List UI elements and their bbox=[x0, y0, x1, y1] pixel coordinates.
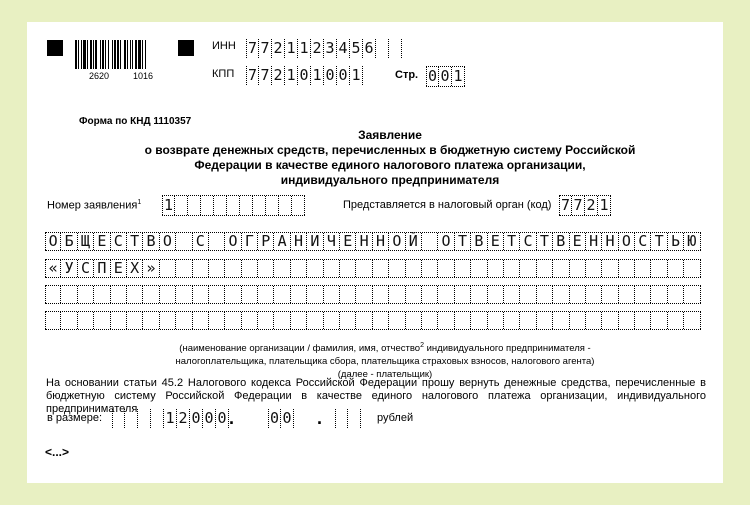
barcode-bar bbox=[81, 40, 82, 69]
letter-cell[interactable] bbox=[209, 233, 225, 250]
currency-label: рублей bbox=[377, 412, 414, 424]
digit-cell[interactable] bbox=[335, 409, 348, 428]
letter-cell[interactable] bbox=[340, 312, 356, 329]
digit-cell[interactable] bbox=[389, 39, 402, 58]
application-number-label: Номер заявления$^1$ bbox=[47, 199, 142, 212]
letter-cell[interactable] bbox=[488, 312, 504, 329]
digit-cell[interactable]: 1 bbox=[164, 409, 177, 428]
digit-cell[interactable]: 2 bbox=[585, 196, 598, 215]
digit-cell[interactable] bbox=[253, 196, 266, 215]
ellipsis-marker: <...> bbox=[45, 445, 70, 459]
amount-kopeks-field[interactable] bbox=[268, 409, 294, 428]
title-line: Федерации в качестве единого налогового платежа организации, bbox=[194, 158, 586, 172]
letter-cell[interactable] bbox=[602, 286, 618, 303]
letter-cell[interactable]: С bbox=[193, 233, 209, 250]
barcode-bar bbox=[138, 40, 141, 69]
letter-cell[interactable] bbox=[291, 312, 307, 329]
barcode-number-right: 1016 bbox=[133, 71, 154, 81]
letter-cell[interactable] bbox=[455, 286, 471, 303]
letter-cell[interactable] bbox=[488, 260, 504, 277]
organization-name-row[interactable] bbox=[45, 285, 701, 304]
letter-cell[interactable] bbox=[619, 260, 635, 277]
letter-cell[interactable] bbox=[356, 312, 372, 329]
letter-cell[interactable]: Ь bbox=[668, 233, 684, 250]
decimal-point: . bbox=[229, 408, 235, 428]
letter-cell[interactable] bbox=[274, 260, 290, 277]
letter-cell[interactable] bbox=[45, 312, 61, 329]
letter-cell[interactable] bbox=[176, 233, 192, 250]
letter-cell[interactable]: П bbox=[94, 260, 110, 277]
letter-cell[interactable] bbox=[373, 260, 389, 277]
barcode-bar bbox=[112, 40, 113, 69]
letter-cell[interactable]: О bbox=[225, 233, 241, 250]
letter-cell[interactable]: О bbox=[619, 233, 635, 250]
kpp-field[interactable] bbox=[246, 66, 363, 85]
letter-cell[interactable] bbox=[143, 286, 159, 303]
digit-cell[interactable]: 0 bbox=[427, 67, 438, 85]
page-number-field[interactable] bbox=[426, 66, 465, 87]
letter-cell[interactable]: О bbox=[438, 233, 454, 250]
letter-cell[interactable]: У bbox=[61, 260, 77, 277]
digit-cell[interactable]: 0 bbox=[203, 409, 216, 428]
letter-cell[interactable] bbox=[45, 286, 61, 303]
letter-cell[interactable] bbox=[340, 260, 356, 277]
letter-cell[interactable] bbox=[471, 286, 487, 303]
letter-cell[interactable] bbox=[651, 312, 667, 329]
barcode-bar bbox=[114, 40, 116, 69]
letter-cell[interactable] bbox=[422, 286, 438, 303]
digit-cell[interactable]: 3 bbox=[324, 39, 337, 58]
letter-cell[interactable] bbox=[61, 286, 77, 303]
letter-cell[interactable] bbox=[94, 312, 110, 329]
letter-cell[interactable]: С bbox=[111, 233, 127, 250]
digit-cell[interactable]: 4 bbox=[337, 39, 350, 58]
letter-cell[interactable] bbox=[406, 260, 422, 277]
letter-cell[interactable] bbox=[209, 286, 225, 303]
letter-cell[interactable] bbox=[389, 286, 405, 303]
letter-cell[interactable] bbox=[586, 286, 602, 303]
letter-cell[interactable]: Г bbox=[242, 233, 258, 250]
barcode-bar bbox=[120, 40, 121, 69]
request-text: На основании статьи 45.2 Налогового кодекса Российской Федерации прошу вернуть денежные средства, перечисленные в бюджетную систему Российской Федерации в качестве единого налогового платежа организации, индивидуального предпринимателя bbox=[46, 377, 706, 415]
letter-cell[interactable] bbox=[389, 260, 405, 277]
letter-cell[interactable] bbox=[356, 260, 372, 277]
barcode-bar bbox=[127, 40, 128, 69]
letter-cell[interactable] bbox=[537, 260, 553, 277]
digit-cell[interactable]: 7 bbox=[247, 39, 258, 57]
barcode-bar bbox=[117, 40, 119, 69]
barcode-bar bbox=[145, 40, 146, 69]
letter-cell[interactable] bbox=[324, 312, 340, 329]
letter-cell[interactable] bbox=[160, 312, 176, 329]
letter-cell[interactable]: С bbox=[78, 260, 94, 277]
inn-field[interactable] bbox=[246, 39, 402, 58]
digit-cell[interactable] bbox=[292, 196, 305, 215]
letter-cell[interactable]: Ч bbox=[324, 233, 340, 250]
letter-cell[interactable] bbox=[684, 286, 700, 303]
letter-cell[interactable]: Е bbox=[340, 233, 356, 250]
letter-cell[interactable] bbox=[668, 312, 684, 329]
letter-cell[interactable]: Ю bbox=[684, 233, 700, 250]
letter-cell[interactable]: Щ bbox=[78, 233, 94, 250]
digit-cell[interactable]: 1 bbox=[598, 196, 611, 215]
letter-cell[interactable] bbox=[619, 286, 635, 303]
digit-cell[interactable]: 7 bbox=[560, 196, 571, 214]
digit-cell[interactable]: 0 bbox=[337, 66, 350, 85]
letter-cell[interactable]: Т bbox=[127, 233, 143, 250]
letter-cell[interactable] bbox=[602, 260, 618, 277]
letter-cell[interactable]: Б bbox=[61, 233, 77, 250]
letter-cell[interactable]: Е bbox=[94, 233, 110, 250]
letter-cell[interactable] bbox=[78, 312, 94, 329]
corner-marker bbox=[178, 40, 194, 56]
digit-cell[interactable]: 0 bbox=[216, 409, 229, 428]
letter-cell[interactable] bbox=[635, 312, 651, 329]
letter-cell[interactable] bbox=[127, 286, 143, 303]
letter-cell[interactable]: Р bbox=[258, 233, 274, 250]
letter-cell[interactable] bbox=[553, 260, 569, 277]
digit-cell[interactable]: 2 bbox=[177, 409, 190, 428]
digit-cell[interactable]: 1 bbox=[285, 66, 298, 85]
digit-cell[interactable]: 0 bbox=[269, 409, 280, 427]
letter-cell[interactable]: О bbox=[45, 233, 61, 250]
decimal-point: . bbox=[317, 408, 323, 428]
letter-cell[interactable] bbox=[471, 260, 487, 277]
letter-cell[interactable] bbox=[291, 260, 307, 277]
letter-cell[interactable] bbox=[61, 312, 77, 329]
letter-cell[interactable] bbox=[438, 312, 454, 329]
digit-cell[interactable] bbox=[214, 196, 227, 215]
digit-cell[interactable]: 2 bbox=[311, 39, 324, 58]
kpp-label: КПП bbox=[212, 68, 235, 80]
digit-cell[interactable]: 0 bbox=[281, 409, 294, 428]
barcode-bar bbox=[102, 40, 104, 69]
letter-cell[interactable] bbox=[193, 286, 209, 303]
letter-cell[interactable] bbox=[274, 312, 290, 329]
barcode-bar bbox=[83, 40, 86, 69]
digit-cell[interactable]: 0 bbox=[298, 66, 311, 85]
application-number-field[interactable] bbox=[162, 195, 305, 216]
barcode-bar bbox=[90, 40, 92, 69]
letter-cell[interactable] bbox=[160, 260, 176, 277]
tax-authority-label: Представляется в налоговый орган (код) bbox=[343, 199, 552, 211]
letter-cell[interactable] bbox=[635, 286, 651, 303]
digit-cell[interactable] bbox=[266, 196, 279, 215]
letter-cell[interactable] bbox=[307, 312, 323, 329]
letter-cell[interactable] bbox=[553, 286, 569, 303]
letter-cell[interactable] bbox=[340, 286, 356, 303]
barcode-bar bbox=[100, 40, 101, 69]
digit-cell[interactable]: 7 bbox=[259, 39, 272, 58]
letter-cell[interactable] bbox=[553, 312, 569, 329]
digit-cell[interactable] bbox=[201, 196, 214, 215]
amount-rubles-field[interactable] bbox=[112, 409, 229, 428]
letter-cell[interactable] bbox=[406, 312, 422, 329]
digit-cell[interactable] bbox=[151, 409, 164, 428]
organization-name-row[interactable] bbox=[45, 311, 701, 330]
letter-cell[interactable]: О bbox=[389, 233, 405, 250]
letter-cell[interactable]: А bbox=[274, 233, 290, 250]
letter-cell[interactable] bbox=[504, 286, 520, 303]
letter-cell[interactable] bbox=[356, 286, 372, 303]
digit-cell[interactable]: 1 bbox=[452, 67, 465, 86]
letter-cell[interactable] bbox=[520, 260, 536, 277]
barcode bbox=[75, 40, 172, 69]
letter-cell[interactable] bbox=[258, 312, 274, 329]
digit-cell[interactable]: 1 bbox=[350, 66, 363, 85]
letter-cell[interactable] bbox=[291, 286, 307, 303]
letter-cell[interactable] bbox=[651, 260, 667, 277]
letter-cell[interactable] bbox=[111, 286, 127, 303]
letter-cell[interactable]: Т bbox=[537, 233, 553, 250]
digit-cell[interactable]: 1 bbox=[285, 39, 298, 58]
barcode-bar bbox=[93, 40, 94, 69]
letter-cell[interactable] bbox=[684, 312, 700, 329]
barcode-number-left: 2620 bbox=[89, 71, 110, 81]
letter-cell[interactable]: Т bbox=[651, 233, 667, 250]
digit-cell[interactable]: 0 bbox=[439, 67, 452, 86]
letter-cell[interactable]: Н bbox=[373, 233, 389, 250]
digit-cell[interactable]: 7 bbox=[247, 66, 258, 84]
digit-cell[interactable]: 0 bbox=[190, 409, 203, 428]
barcode-bar bbox=[95, 40, 97, 69]
letter-cell[interactable] bbox=[488, 286, 504, 303]
barcode-bar bbox=[124, 40, 126, 69]
digit-cell[interactable] bbox=[227, 196, 240, 215]
barcode-bar bbox=[105, 40, 106, 69]
letter-cell[interactable] bbox=[94, 286, 110, 303]
letter-cell[interactable] bbox=[307, 260, 323, 277]
letter-cell[interactable]: Х bbox=[127, 260, 143, 277]
digit-cell[interactable]: 1 bbox=[298, 39, 311, 58]
letter-cell[interactable] bbox=[242, 312, 258, 329]
digit-cell[interactable] bbox=[279, 196, 292, 215]
barcode-bar bbox=[132, 40, 133, 69]
letter-cell[interactable] bbox=[635, 260, 651, 277]
form-title bbox=[100, 128, 680, 188]
barcode-bar bbox=[142, 40, 143, 69]
letter-cell[interactable]: Н bbox=[602, 233, 618, 250]
digit-cell[interactable]: 7 bbox=[572, 196, 585, 215]
digit-cell[interactable]: 2 bbox=[272, 39, 285, 58]
amount-label: в размере: bbox=[47, 412, 103, 424]
letter-cell[interactable] bbox=[225, 286, 241, 303]
page-label: Стр. bbox=[395, 69, 419, 81]
digit-cell[interactable] bbox=[348, 409, 361, 428]
letter-cell[interactable] bbox=[160, 286, 176, 303]
letter-cell[interactable] bbox=[570, 286, 586, 303]
letter-cell[interactable]: Е bbox=[570, 233, 586, 250]
digit-cell[interactable] bbox=[188, 196, 201, 215]
letter-cell[interactable] bbox=[651, 286, 667, 303]
letter-cell[interactable] bbox=[684, 260, 700, 277]
letter-cell[interactable]: Н bbox=[291, 233, 307, 250]
organization-name-row[interactable] bbox=[45, 232, 701, 251]
letter-cell[interactable] bbox=[274, 286, 290, 303]
letter-cell[interactable]: Е bbox=[111, 260, 127, 277]
letter-cell[interactable] bbox=[193, 312, 209, 329]
letter-cell[interactable] bbox=[520, 312, 536, 329]
inn-label: ИНН bbox=[212, 40, 236, 52]
letter-cell[interactable]: В bbox=[553, 233, 569, 250]
digit-cell[interactable]: 1 bbox=[311, 66, 324, 85]
digit-cell[interactable]: 7 bbox=[259, 66, 272, 85]
letter-cell[interactable] bbox=[422, 233, 438, 250]
letter-cell[interactable] bbox=[209, 260, 225, 277]
letter-cell[interactable] bbox=[111, 312, 127, 329]
letter-cell[interactable] bbox=[225, 312, 241, 329]
organization-name-caption: (наименование организации / фамилия, имя, отчество$^2$ индивидуального предпринимателя - налогоплательщика, плательщика сбора, плательщика страховых взносов, налогового агента) (далее - плательщик) bbox=[175, 342, 595, 381]
letter-cell[interactable] bbox=[471, 312, 487, 329]
letter-cell[interactable]: С bbox=[520, 233, 536, 250]
letter-cell[interactable] bbox=[422, 260, 438, 277]
form-number: Форма по КНД 1110357 bbox=[79, 116, 192, 127]
letter-cell[interactable]: « bbox=[45, 260, 61, 277]
letter-cell[interactable] bbox=[586, 312, 602, 329]
barcode-bar bbox=[75, 40, 77, 69]
letter-cell[interactable] bbox=[176, 312, 192, 329]
digit-cell[interactable] bbox=[125, 409, 138, 428]
amount-extra-field[interactable] bbox=[335, 409, 361, 428]
letter-cell[interactable] bbox=[520, 286, 536, 303]
letter-cell[interactable] bbox=[258, 260, 274, 277]
letter-cell[interactable]: В bbox=[471, 233, 487, 250]
letter-cell[interactable] bbox=[570, 312, 586, 329]
letter-cell[interactable] bbox=[258, 286, 274, 303]
digit-cell[interactable]: 6 bbox=[363, 39, 376, 58]
letter-cell[interactable]: И bbox=[307, 233, 323, 250]
letter-cell[interactable] bbox=[602, 312, 618, 329]
letter-cell[interactable] bbox=[193, 260, 209, 277]
letter-cell[interactable] bbox=[324, 286, 340, 303]
letter-cell[interactable] bbox=[78, 286, 94, 303]
letter-cell[interactable] bbox=[242, 286, 258, 303]
letter-cell[interactable] bbox=[668, 260, 684, 277]
digit-cell[interactable] bbox=[376, 39, 389, 58]
letter-cell[interactable] bbox=[143, 312, 159, 329]
letter-cell[interactable] bbox=[242, 260, 258, 277]
tax-authority-code-field[interactable] bbox=[559, 195, 611, 216]
digit-cell[interactable]: 5 bbox=[350, 39, 363, 58]
corner-marker bbox=[47, 40, 63, 56]
letter-cell[interactable] bbox=[455, 312, 471, 329]
letter-cell[interactable] bbox=[176, 260, 192, 277]
letter-cell[interactable] bbox=[406, 286, 422, 303]
letter-cell[interactable] bbox=[537, 286, 553, 303]
title-line: о возврате денежных средств, перечисленных в бюджетную систему Российской bbox=[144, 143, 636, 157]
digit-cell[interactable]: 0 bbox=[324, 66, 337, 85]
digit-cell[interactable] bbox=[175, 196, 188, 215]
digit-cell[interactable]: 1 bbox=[163, 196, 174, 214]
letter-cell[interactable] bbox=[373, 286, 389, 303]
letter-cell[interactable] bbox=[504, 260, 520, 277]
letter-cell[interactable] bbox=[504, 312, 520, 329]
letter-cell[interactable]: Й bbox=[406, 233, 422, 250]
digit-cell[interactable]: 2 bbox=[272, 66, 285, 85]
barcode-bar bbox=[108, 40, 109, 69]
title-line: индивидуального предпринимателя bbox=[280, 173, 500, 187]
letter-cell[interactable]: Т bbox=[455, 233, 471, 250]
organization-name-row[interactable] bbox=[45, 259, 701, 278]
digit-cell[interactable] bbox=[112, 409, 125, 428]
letter-cell[interactable]: С bbox=[635, 233, 651, 250]
letter-cell[interactable] bbox=[455, 260, 471, 277]
letter-cell[interactable]: Т bbox=[504, 233, 520, 250]
letter-cell[interactable]: В bbox=[143, 233, 159, 250]
barcode-bar bbox=[87, 40, 88, 69]
letter-cell[interactable] bbox=[438, 286, 454, 303]
letter-cell[interactable] bbox=[537, 312, 553, 329]
barcode-bar bbox=[78, 40, 79, 69]
letter-cell[interactable] bbox=[225, 260, 241, 277]
letter-cell[interactable] bbox=[373, 312, 389, 329]
letter-cell[interactable]: Н bbox=[356, 233, 372, 250]
barcode-bar bbox=[135, 40, 137, 69]
letter-cell[interactable]: Е bbox=[488, 233, 504, 250]
letter-cell[interactable] bbox=[668, 286, 684, 303]
letter-cell[interactable] bbox=[209, 312, 225, 329]
title-line: Заявление bbox=[358, 128, 422, 142]
letter-cell[interactable] bbox=[438, 260, 454, 277]
letter-cell[interactable] bbox=[127, 312, 143, 329]
letter-cell[interactable] bbox=[422, 312, 438, 329]
letter-cell[interactable] bbox=[176, 286, 192, 303]
letter-cell[interactable] bbox=[570, 260, 586, 277]
letter-cell[interactable] bbox=[586, 260, 602, 277]
digit-cell[interactable] bbox=[138, 409, 151, 428]
letter-cell[interactable] bbox=[324, 260, 340, 277]
letter-cell[interactable] bbox=[619, 312, 635, 329]
letter-cell[interactable]: » bbox=[143, 260, 159, 277]
barcode-bar bbox=[130, 40, 131, 69]
letter-cell[interactable] bbox=[307, 286, 323, 303]
letter-cell[interactable] bbox=[389, 312, 405, 329]
digit-cell[interactable] bbox=[240, 196, 253, 215]
letter-cell[interactable]: Н bbox=[586, 233, 602, 250]
letter-cell[interactable]: О bbox=[160, 233, 176, 250]
